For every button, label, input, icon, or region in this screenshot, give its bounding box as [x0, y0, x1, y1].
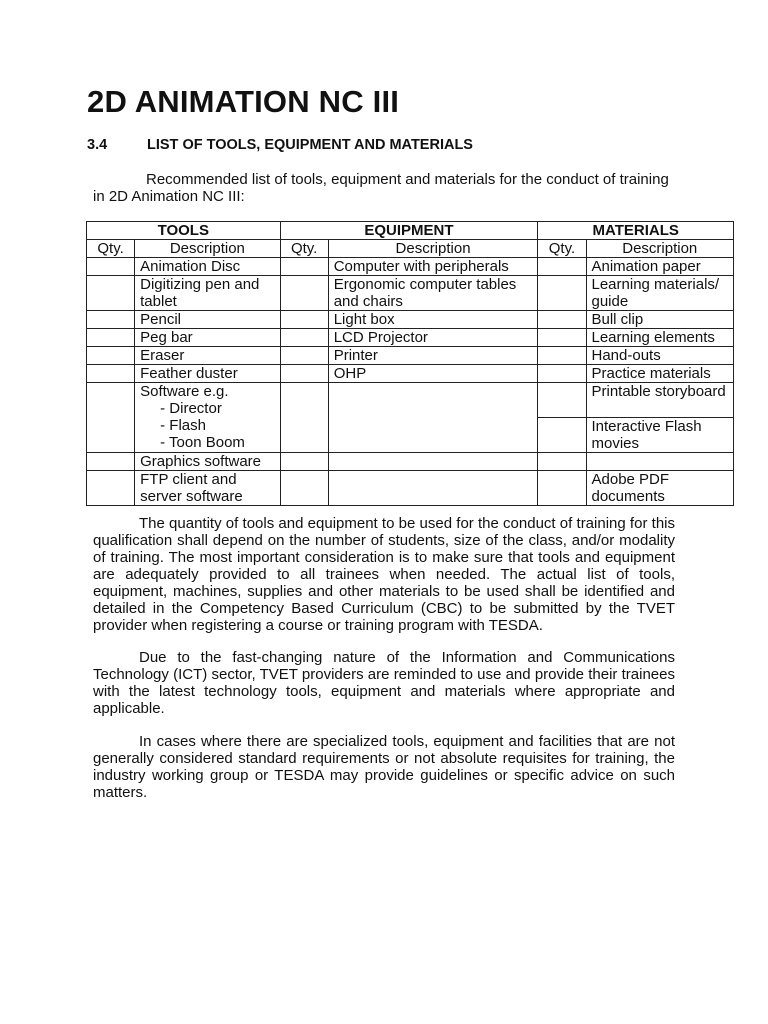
equipment-cell: Ergonomic computer tables and chairs: [328, 276, 538, 311]
equipment-cell: Computer with peripherals: [328, 258, 538, 276]
qty-cell: [87, 347, 135, 365]
qty-cell: [280, 276, 328, 311]
qty-cell: [538, 347, 586, 365]
table-row: [87, 365, 734, 383]
qty-cell: [538, 418, 586, 453]
tool-cell: Feather duster: [135, 365, 280, 383]
qty-cell: [87, 311, 135, 329]
qty-cell: [280, 347, 328, 365]
qty-header: Qty.: [87, 240, 135, 258]
software-cell: [135, 383, 280, 453]
software-item: - Toon Boom: [160, 434, 245, 451]
body-paragraph: [93, 649, 675, 717]
equipment-cell: [328, 471, 538, 506]
equipment-cell: [328, 453, 538, 471]
material-cell: Interactive Flash movies: [586, 418, 734, 453]
tools-equipment-materials-table: [86, 221, 734, 506]
qty-cell: [87, 258, 135, 276]
tool-cell: Digitizing pen and tablet: [135, 276, 280, 311]
qty-cell: [538, 365, 586, 383]
description-header: Description: [328, 240, 538, 258]
qty-cell: [538, 276, 586, 311]
material-cell: [586, 453, 734, 471]
equipment-cell: Printer: [328, 347, 538, 365]
qty-cell: [87, 471, 135, 506]
qty-cell: [538, 258, 586, 276]
table-row: [87, 258, 734, 276]
table-group-header-row: [87, 222, 734, 240]
qty-cell: [87, 276, 135, 311]
qty-cell: [538, 383, 586, 418]
qty-cell: [280, 258, 328, 276]
tool-cell: Pencil: [135, 311, 280, 329]
material-cell: Adobe PDF documents: [586, 471, 734, 506]
material-cell: Learning materials/ guide: [586, 276, 734, 311]
qty-cell: [538, 471, 586, 506]
material-cell: Hand-outs: [586, 347, 734, 365]
body-paragraph: [93, 515, 675, 634]
section-number: 3.4: [87, 137, 108, 153]
page-title: 2D ANIMATION NC III: [87, 84, 400, 119]
equipment-cell: LCD Projector: [328, 329, 538, 347]
qty-cell: [280, 329, 328, 347]
material-cell: Printable storyboard: [586, 383, 734, 418]
qty-cell: [280, 471, 328, 506]
intro-text: Recommended list of tools, equipment and materials for the conduct of training in 2D Animation NC III:: [93, 171, 669, 205]
body-paragraph: [93, 733, 675, 801]
tool-cell: FTP client and server software: [135, 471, 280, 506]
table-row: [87, 276, 734, 311]
tool-cell: Animation Disc: [135, 258, 280, 276]
section-heading: [87, 137, 473, 153]
qty-header: Qty.: [280, 240, 328, 258]
material-cell: Animation paper: [586, 258, 734, 276]
intro-paragraph: [93, 171, 673, 205]
header-materials: MATERIALS: [538, 222, 734, 240]
table-row-software: [87, 383, 734, 418]
qty-cell: [280, 383, 328, 453]
qty-cell: [538, 453, 586, 471]
qty-cell: [538, 329, 586, 347]
equipment-cell: OHP: [328, 365, 538, 383]
table-row: [87, 471, 734, 506]
material-cell: Practice materials: [586, 365, 734, 383]
software-item: - Flash: [160, 417, 206, 434]
table-sub-header-row: [87, 240, 734, 258]
paragraph-text: Due to the fast-changing nature of the Information and Communications Technology (ICT) sector, TVET providers are reminded to use and provide their trainees with the latest technology tools, equipment and materials where appropriate and applicable.: [93, 649, 675, 717]
tool-cell: Graphics software: [135, 453, 280, 471]
description-header: Description: [586, 240, 734, 258]
table-row: [87, 347, 734, 365]
table-row: [87, 329, 734, 347]
material-cell: Bull clip: [586, 311, 734, 329]
tool-cell: Peg bar: [135, 329, 280, 347]
software-label: Software e.g.: [140, 383, 229, 400]
section-title: LIST OF TOOLS, EQUIPMENT AND MATERIALS: [147, 137, 473, 153]
paragraph-text: In cases where there are specialized tools, equipment and facilities that are not generally considered standard requirements or not absolute requisites for training, the industry working group or TESDA may provide guidelines or specific advice on such matters.: [93, 733, 675, 801]
table-row: [87, 453, 734, 471]
table-row: [87, 311, 734, 329]
description-header: Description: [135, 240, 280, 258]
qty-cell: [280, 311, 328, 329]
qty-cell: [87, 365, 135, 383]
header-tools: TOOLS: [87, 222, 281, 240]
qty-cell: [87, 329, 135, 347]
qty-cell: [538, 311, 586, 329]
qty-cell: [87, 383, 135, 453]
qty-header: Qty.: [538, 240, 586, 258]
qty-cell: [280, 453, 328, 471]
qty-cell: [280, 365, 328, 383]
tool-cell: Eraser: [135, 347, 280, 365]
qty-cell: [87, 453, 135, 471]
equipment-cell: Light box: [328, 311, 538, 329]
equipment-cell: [328, 383, 538, 453]
header-equipment: EQUIPMENT: [280, 222, 538, 240]
software-item: - Director: [160, 400, 222, 417]
paragraph-text: The quantity of tools and equipment to be used for the conduct of training for this qualification shall depend on the number of students, size of the class, and/or modality of training. The most important consideration is to make sure that tools and equipment are adequately provided to all trainees when needed. The actual list of tools, equipment, machines, supplies and other materials to be used shall be identified and detailed in the Competency Based Curriculum (CBC) to be submitted by the TVET provider when registering a course or training program with TESDA.: [93, 515, 675, 634]
material-cell: Learning elements: [586, 329, 734, 347]
